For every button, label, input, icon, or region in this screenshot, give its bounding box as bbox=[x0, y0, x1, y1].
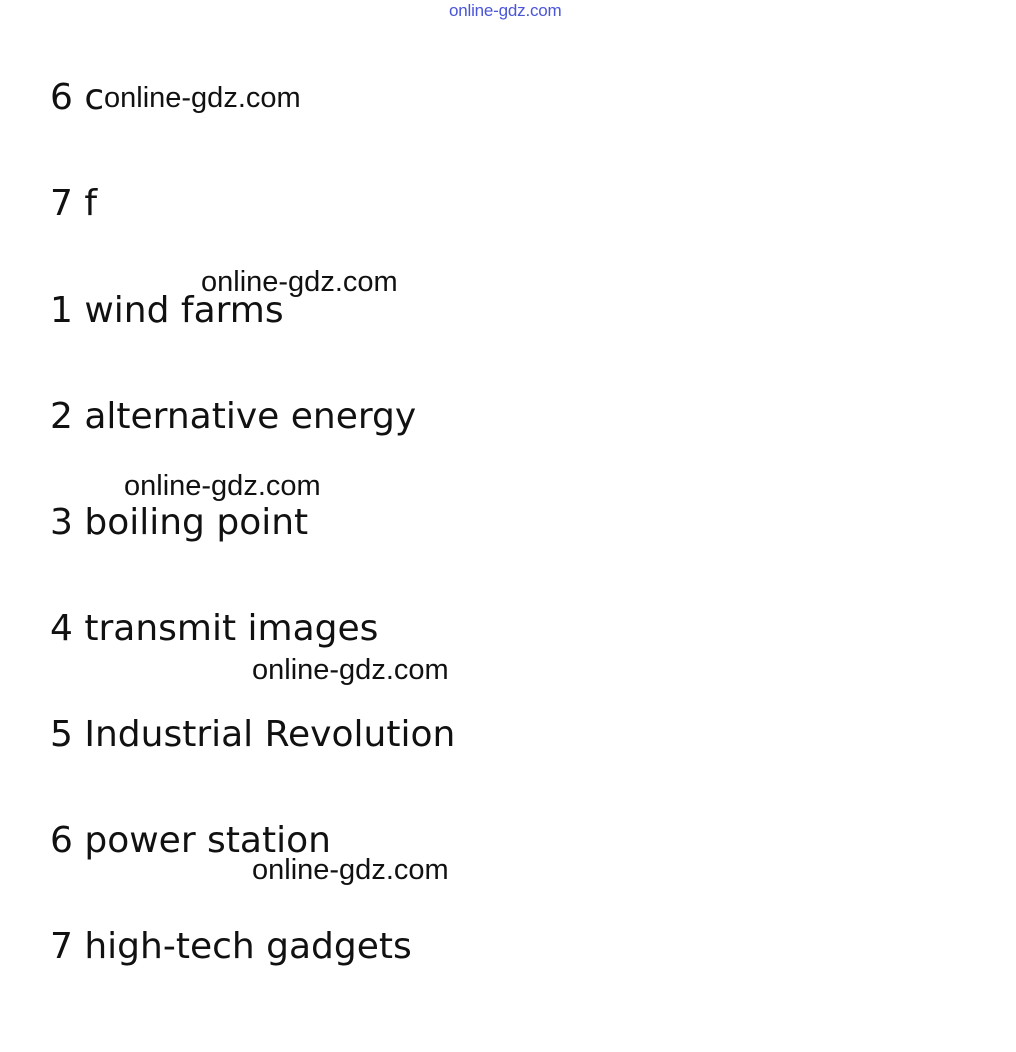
watermark: online-gdz.com bbox=[201, 266, 398, 298]
answer-line: 7 f bbox=[50, 183, 98, 224]
watermark: online-gdz.com bbox=[252, 654, 449, 686]
answer-line: 6 c bbox=[50, 77, 105, 118]
answer-line: 3 boiling point bbox=[50, 502, 309, 543]
watermark: online-gdz.com bbox=[252, 854, 449, 886]
answer-line: 5 Industrial Revolution bbox=[50, 714, 456, 755]
answer-line: 7 high-tech gadgets bbox=[50, 926, 412, 967]
answer-line: 6 power station bbox=[50, 820, 331, 861]
answer-line: 4 transmit images bbox=[50, 608, 379, 649]
watermark: online-gdz.com bbox=[124, 470, 321, 502]
answer-line: 1 wind farms bbox=[50, 290, 284, 331]
watermark: online-gdz.com bbox=[104, 82, 301, 114]
watermark-top: online-gdz.com bbox=[449, 1, 562, 20]
answer-line: 2 alternative energy bbox=[50, 396, 417, 437]
